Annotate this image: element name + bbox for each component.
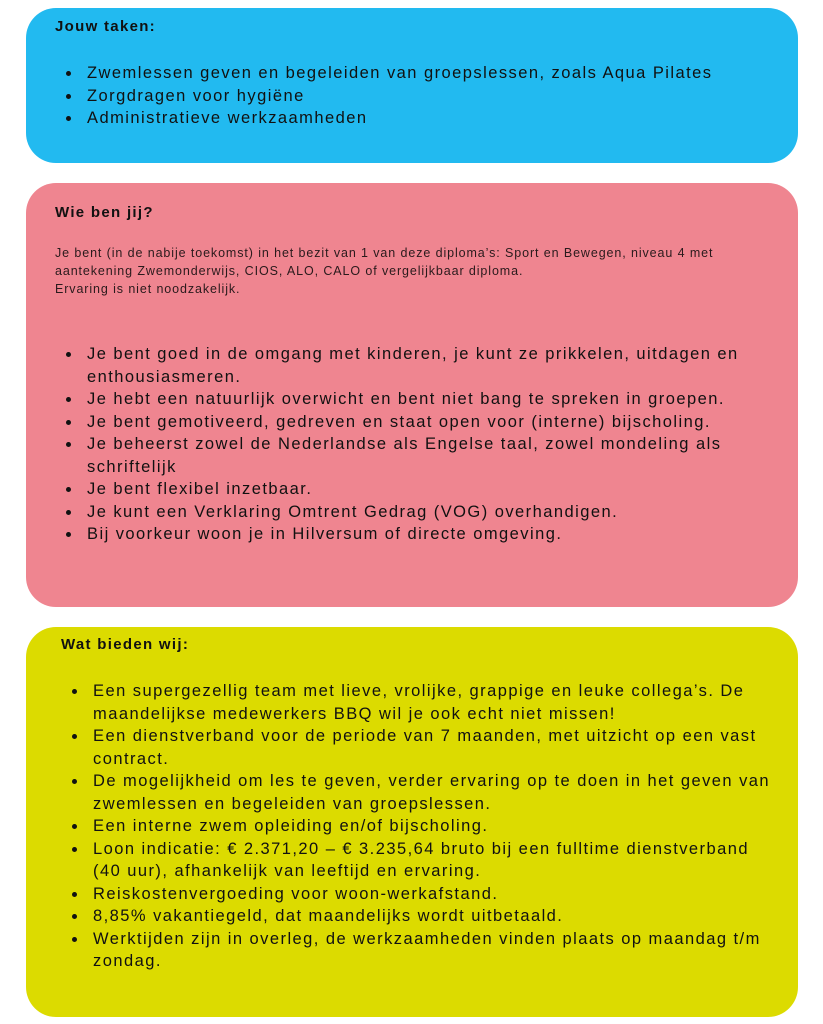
profile-intro (55, 244, 775, 298)
offer-item: De mogelijkheid om les te geven, verder ervaring op te doen in het geven van zwemlessen en begeleiden van groepslessen. (67, 770, 783, 815)
profile-item: Bij voorkeur woon je in Hilversum of directe omgeving. (61, 523, 781, 546)
tasks-list (61, 62, 781, 130)
offer-item: 8,85% vakantiegeld, dat maandelijks wordt uitbetaald. (67, 905, 783, 928)
profile-item: Je hebt een natuurlijk overwicht en bent niet bang te spreken in groepen. (61, 388, 781, 411)
offer-item: Een supergezellig team met lieve, vrolijke, grappige en leuke collega’s. De maandelijkse medewerkers BBQ wil je ook echt niet missen! (67, 680, 783, 725)
offer-item: Werktijden zijn in overleg, de werkzaamheden vinden plaats op maandag t/m zondag. (67, 928, 783, 973)
offer-card (26, 627, 798, 1017)
profile-list (61, 343, 781, 546)
profile-item: Je bent gemotiveerd, gedreven en staat open voor (interne) bijscholing. (61, 411, 781, 434)
offer-item: Reiskostenvergoeding voor woon-werkafstand. (67, 883, 783, 906)
offer-item: Een interne zwem opleiding en/of bijscholing. (67, 815, 783, 838)
profile-item: Je kunt een Verklaring Omtrent Gedrag (VOG) overhandigen. (61, 501, 781, 524)
tasks-item: Zorgdragen voor hygiëne (61, 85, 781, 108)
profile-intro-diploma: Je bent (in de nabije toekomst) in het bezit van 1 van deze diploma’s: Sport en Bewegen, niveau 4 met aantekening Zwemonderwijs, CIOS, ALO, CALO of vergelijkbaar diploma. (55, 246, 714, 278)
profile-title: Wie ben jij? (55, 204, 154, 221)
tasks-item: Administratieve werkzaamheden (61, 107, 781, 130)
tasks-item: Zwemlessen geven en begeleiden van groepslessen, zoals Aqua Pilates (61, 62, 781, 85)
profile-card (26, 183, 798, 607)
offer-item: Een dienstverband voor de periode van 7 maanden, met uitzicht op een vast contract. (67, 725, 783, 770)
profile-item: Je bent flexibel inzetbaar. (61, 478, 781, 501)
offer-title: Wat bieden wij: (61, 636, 190, 653)
tasks-title: Jouw taken: (55, 18, 156, 35)
profile-item: Je bent goed in de omgang met kinderen, je kunt ze prikkelen, uitdagen en enthousiasmeren. (61, 343, 781, 388)
offer-item: Loon indicatie: € 2.371,20 – € 3.235,64 bruto bij een fulltime dienstverband (40 uur), afhankelijk van leeftijd en ervaring. (67, 838, 783, 883)
profile-item: Je beheerst zowel de Nederlandse als Engelse taal, zowel mondeling als schriftelijk (61, 433, 781, 478)
profile-intro-experience: Ervaring is niet noodzakelijk. (55, 282, 241, 296)
tasks-card (26, 8, 798, 163)
offer-list (67, 680, 783, 973)
